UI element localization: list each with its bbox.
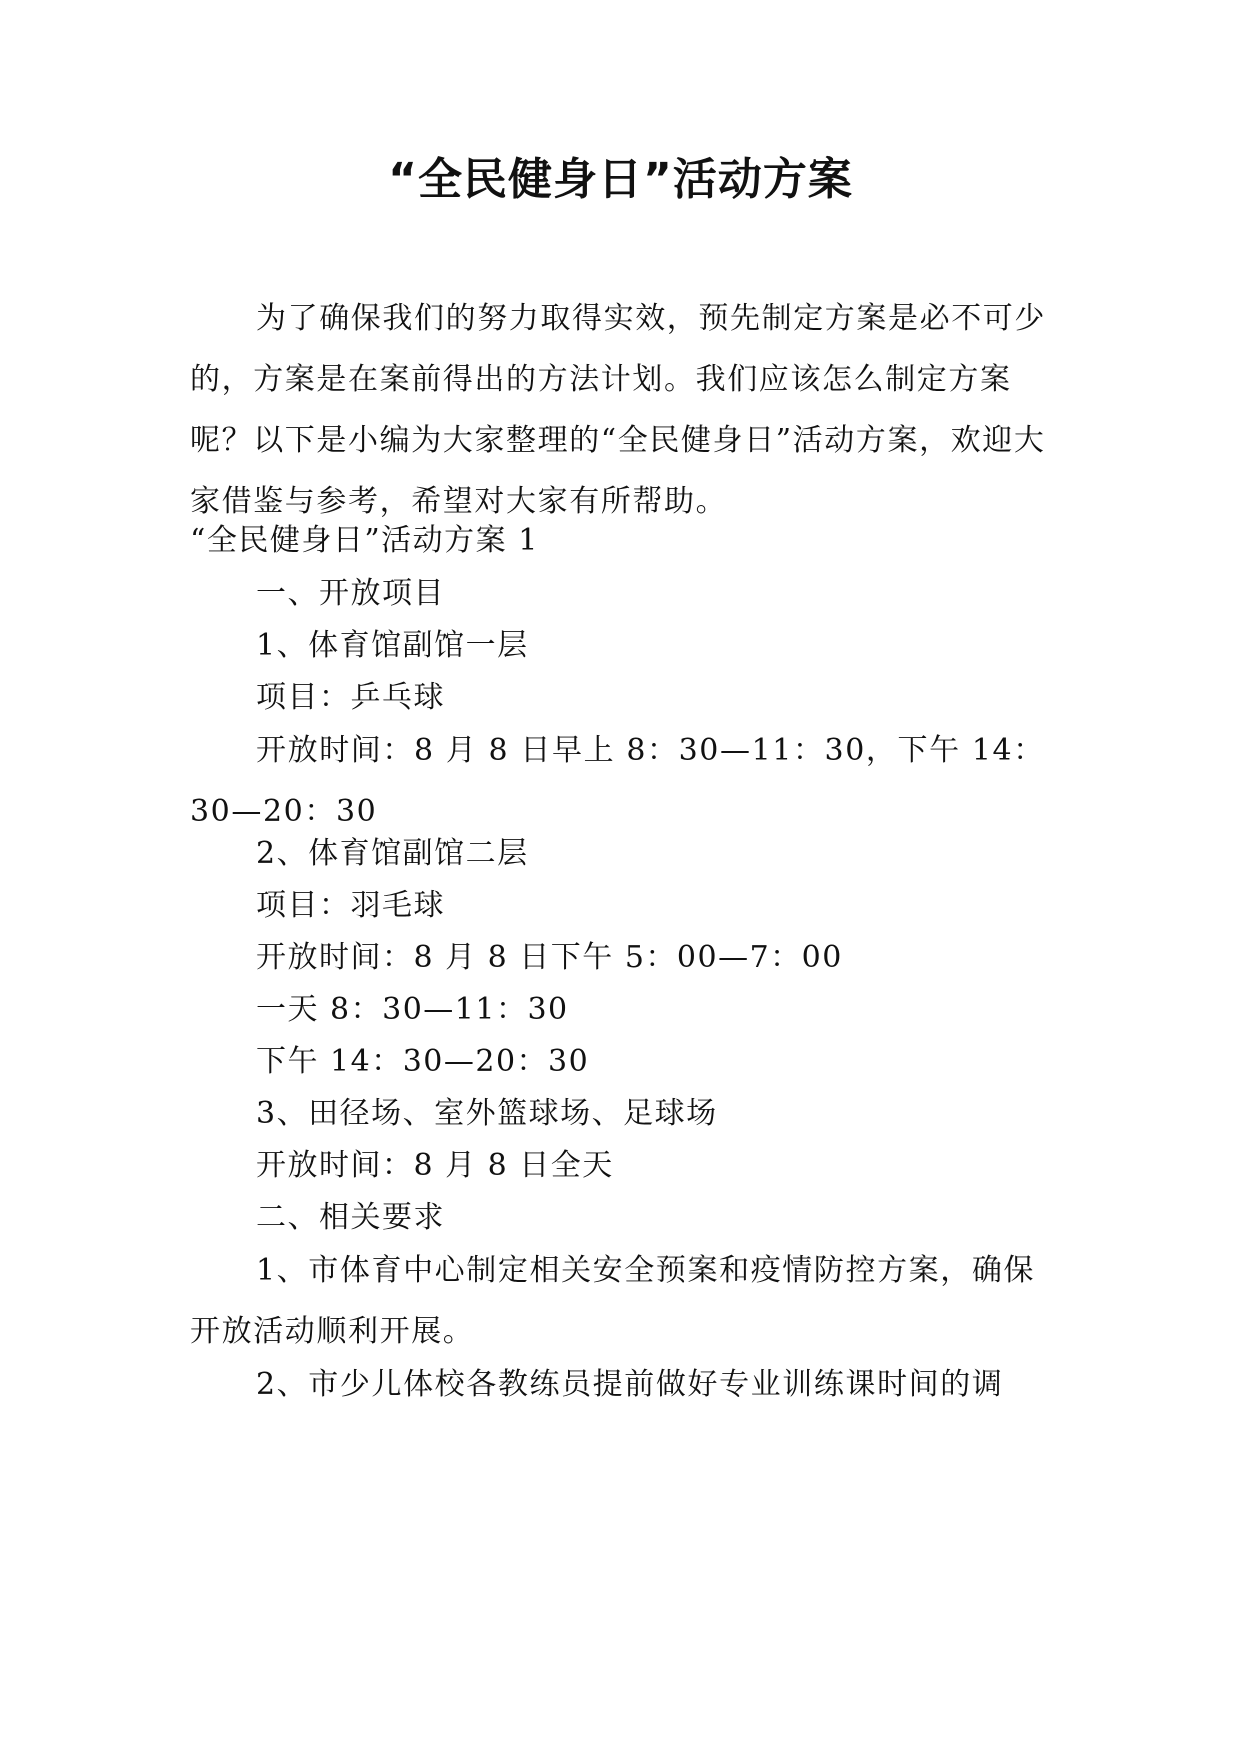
venue-3: 3、田径场、室外篮球场、足球场 xyxy=(256,1096,718,1131)
venue-1: 1、体育馆副馆一层 xyxy=(256,628,529,663)
hours-1: 开放时间：8 月 8 日早上 8：30—11：30，下午 14：30—20：30 xyxy=(190,733,1045,829)
venue-2: 2、体育馆副馆二层 xyxy=(256,836,529,871)
hours-2b: 一天 8：30—11：30 xyxy=(256,992,569,1027)
item-2: 项目：羽毛球 xyxy=(256,888,445,923)
requirement-1: 1、市体育中心制定相关安全预案和疫情防控方案，确保开放活动顺利开展。 xyxy=(190,1253,1036,1349)
heading-requirements: 二、相关要求 xyxy=(256,1200,445,1235)
hours-3: 开放时间：8 月 8 日全天 xyxy=(256,1148,614,1183)
intro-paragraph: 为了确保我们的努力取得实效，预先制定方案是必不可少的，方案是在案前得出的方法计划。我们应该怎么制定方案呢？以下是小编为大家整理的“全民健身日”活动方案，欢迎大家借鉴与参考，希望对大家有所帮助。 xyxy=(190,301,1046,519)
hours-2c: 下午 14：30—20：30 xyxy=(256,1044,590,1079)
heading-open-items: 一、开放项目 xyxy=(256,576,445,611)
section-title: “全民健身日”活动方案 1 xyxy=(190,523,539,558)
requirement-2: 2、市少儿体校各教练员提前做好专业训练课时间的调 xyxy=(256,1367,1004,1402)
hours-2: 开放时间：8 月 8 日下午 5：00—7：00 xyxy=(256,940,843,975)
document-title: “全民健身日”活动方案 xyxy=(388,154,853,205)
item-1: 项目：乒乓球 xyxy=(256,680,445,715)
